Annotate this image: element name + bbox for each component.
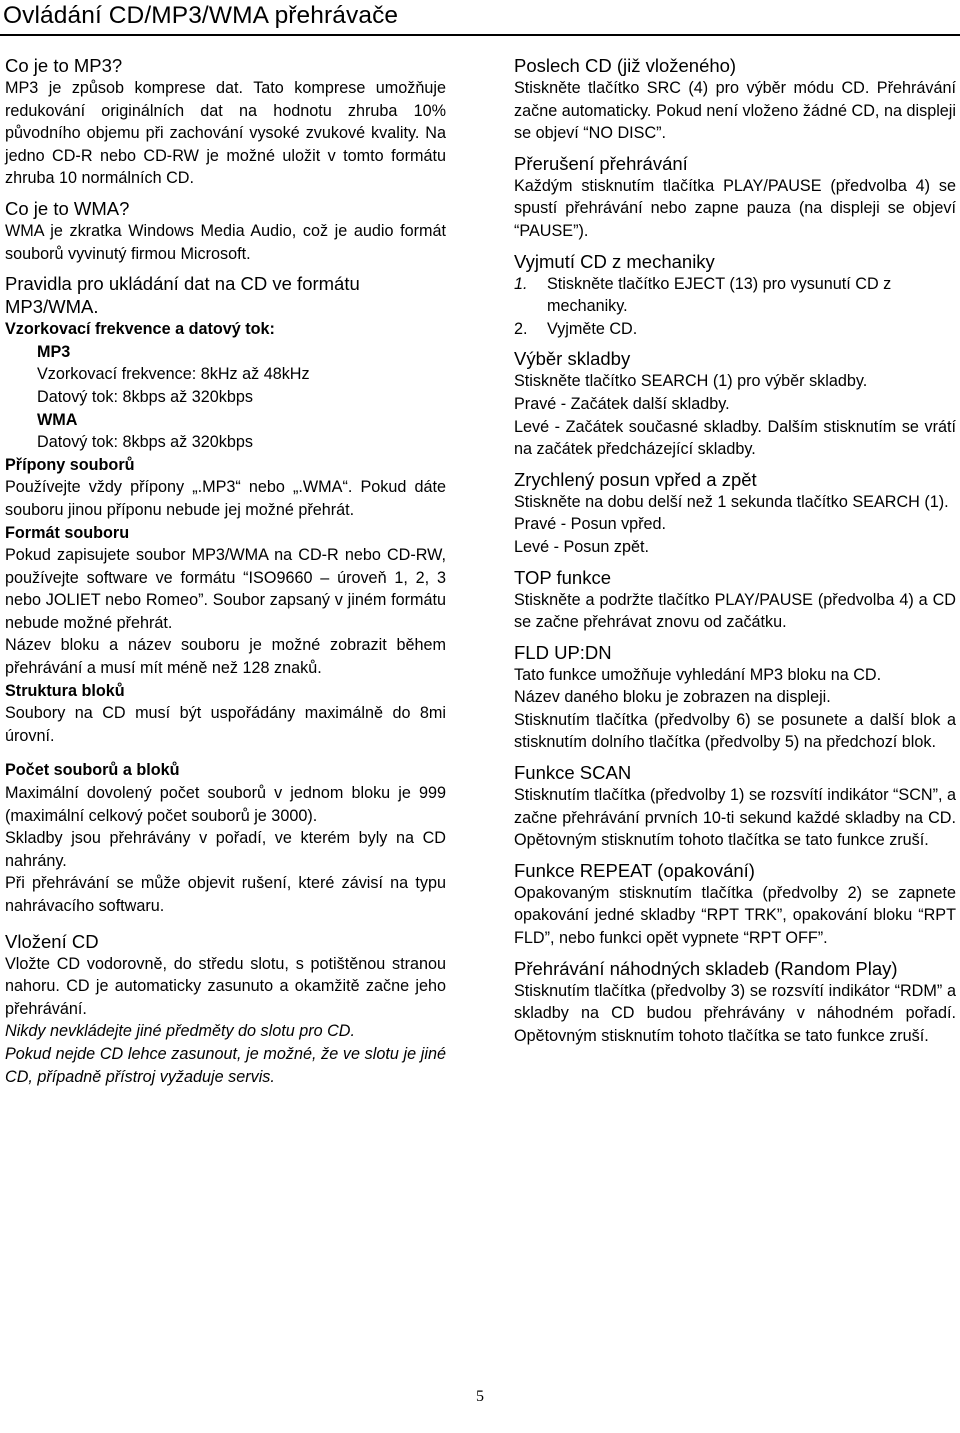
mp3-text: MP3 je způsob komprese dat. Tato komprese umožňuje redukování originálních dat na hodnotu zhruba 10% původního objemu při zachování vysoké zvukové kvality. Na jedno CD-R nebo CD-RW je možné uložit v tomto formátu zhruba 10 normálních CD. [5,79,446,188]
wma-text: WMA je zkratka Windows Media Audio, což je audio formát souborů vyvinutý firmou Microsoft. [5,221,446,263]
seek-text-3: Levé - Posun zpět. [514,537,649,556]
scan-text: Stisknutím tlačítka (předvolby 1) se rozsvítí indikátor “SCN”, a začne přehrávání prvních 10-ti sekund každé skladby na CD. Opětovným stisknutím tohoto tlačítka se tato funkce zruší. [514,786,956,850]
structure-heading: Struktura bloků [5,681,125,700]
page-number: 5 [476,1388,484,1405]
sampling-heading: Vzorkovací frekvence a datový tok: [5,320,275,339]
select-text-3: Levé - Začátek současné skladby. Dalším stisknutím se vrátí na začátek předcházející skladby. [514,417,956,459]
random-text: Stisknutím tlačítka (předvolby 3) se rozsvítí indikátor “RDM” a skladby na CD budou přehrávány v náhodném pořadí. Opětovným stisknutím tohoto tlačítka se tato funkce zruší. [514,981,956,1045]
mp3-label: MP3 [37,342,71,361]
noise-text: Při přehrávání se může objevit rušení, které závisí na typu nahrávacího softwaru. [5,874,446,915]
structure-text: Soubory na CD musí být uspořádány maximálně do 8mi úrovní. [5,704,446,745]
step-number: 2. [514,319,528,338]
repeat-text: Opakovaným stisknutím tlačítka (předvolby 2) se zapnete opakování jedné skladby “RPT TRK”, opakování bloku “RPT FLD”, nebo funkci opět vypnete “RPT OFF”. [514,883,956,948]
listen-heading: Poslech CD (již vloženého) [514,55,737,76]
mp3-bitrate: Datový tok: 8kbps až 320kbps [37,387,253,406]
select-heading: Výběr skladby [514,348,631,370]
insert-warning-1: Nikdy nevkládejte jiné předměty do slotu pro CD. [5,1022,355,1041]
list-item [514,318,956,341]
insert-warning-2: Pokud nejde CD lehce zasunout, je možné, že ve slotu je jiné CD, případně přístroj vyžaduje servis. [5,1044,446,1086]
title-bar [0,0,960,36]
seek-text-2: Pravé - Posun vpřed. [514,515,667,534]
fld-heading: FLD UP:DN [514,641,612,663]
pause-heading: Přerušení přehrávání [514,152,688,174]
fld-text-2: Název daného bloku je zobrazen na displeji. [514,688,831,707]
list-item [514,273,956,318]
listen-text: Stiskněte tlačítko SRC (4) pro výběr módu CD. Přehrávání začne automaticky. Pokud není vloženo žádné CD, na displeji se objeví “NO DISC”. [514,79,956,143]
seek-text-1: Stiskněte na dobu delší než 1 sekunda tlačítko SEARCH (1). [514,492,949,511]
fld-text-3: Stisknutím tlačítka (předvolby 6) se posunete a další blok a stisknutím dolního tlačítka (předvolby 5) na předchozí blok. [514,710,956,752]
mp3-heading: Co je to MP3? [5,55,123,76]
left-column [5,54,446,1088]
count-heading: Počet souborů a bloků [5,761,180,780]
right-column [514,54,956,1047]
select-text-1: Stiskněte tlačítko SEARCH (1) pro výběr skladby. [514,372,868,391]
wma-label: WMA [37,410,78,429]
page-title: Ovládání CD/MP3/WMA přehrávače [3,2,399,29]
wma-heading: Co je to WMA? [5,197,130,219]
format-text: Pokud zapisujete soubor MP3/WMA na CD-R nebo CD-RW, používejte software ve formátu “ISO9660 – úroveň 1, 2, 3 nebo JOLIET nebo Romeo”. Soubor zapsaný v jiném formátu nebude možné přehrát. [5,546,446,632]
random-heading: Přehrávání náhodných skladeb (Random Play) [514,957,898,979]
top-heading: TOP funkce [514,566,612,588]
insert-text: Vložte CD vodorovně, do středu slotu, s potištěnou stranou nahoru. CD je automaticky zasunuto a okamžitě začne jeho přehrávání. [5,954,446,1018]
format-heading: Formát souboru [5,523,130,542]
ext-text: Používejte vždy přípony „.MP3“ nebo „.WMA“. Pokud dáte souboru jinou příponu nebude jej možné přehrát. [5,478,446,519]
name-text: Název bloku a název souboru je možné zobrazit během přehrávání a musí mít méně než 128 znaků. [5,636,446,678]
eject-heading: Vyjmutí CD z mechaniky [514,250,715,272]
scan-heading: Funkce SCAN [514,762,632,784]
order-text: Skladby jsou přehrávány v pořadí, ve kterém byly na CD nahrány. [5,829,446,870]
step-number: 1. [514,274,528,293]
rules-heading: Pravidla pro ukládání dat na CD ve formátu MP3/WMA. [5,273,360,318]
seek-heading: Zrychlený posun vpřed a zpět [514,468,757,490]
wma-bitrate: Datový tok: 8kbps až 320kbps [37,433,253,452]
eject-steps [514,273,956,341]
fld-text-1: Tato funkce umožňuje vyhledání MP3 bloku na CD. [514,665,882,684]
step-text: Vyjměte CD. [547,319,638,338]
count-text: Maximální dovolený počet souborů v jednom bloku je 999 (maximální celkový počet souborů je 3000). [5,784,446,825]
pause-text: Každým stisknutím tlačítka PLAY/PAUSE (předvolba 4) se spustí přehrávání nebo zapne pauza (na displeji se objeví “PAUSE”). [514,176,956,240]
ext-heading: Přípony souborů [5,455,135,474]
step-text: Stiskněte tlačítko EJECT (13) pro vysunutí CD z mechaniky. [547,274,892,316]
select-text-2: Pravé - Začátek další skladby. [514,394,730,413]
top-text: Stiskněte a podržte tlačítko PLAY/PAUSE (předvolba 4) a CD se začne přehrávat znovu od začátku. [514,590,956,632]
mp3-sampling: Vzorkovací frekvence: 8kHz až 48kHz [37,365,310,384]
insert-heading: Vložení CD [5,930,99,952]
repeat-heading: Funkce REPEAT (opakování) [514,859,755,881]
